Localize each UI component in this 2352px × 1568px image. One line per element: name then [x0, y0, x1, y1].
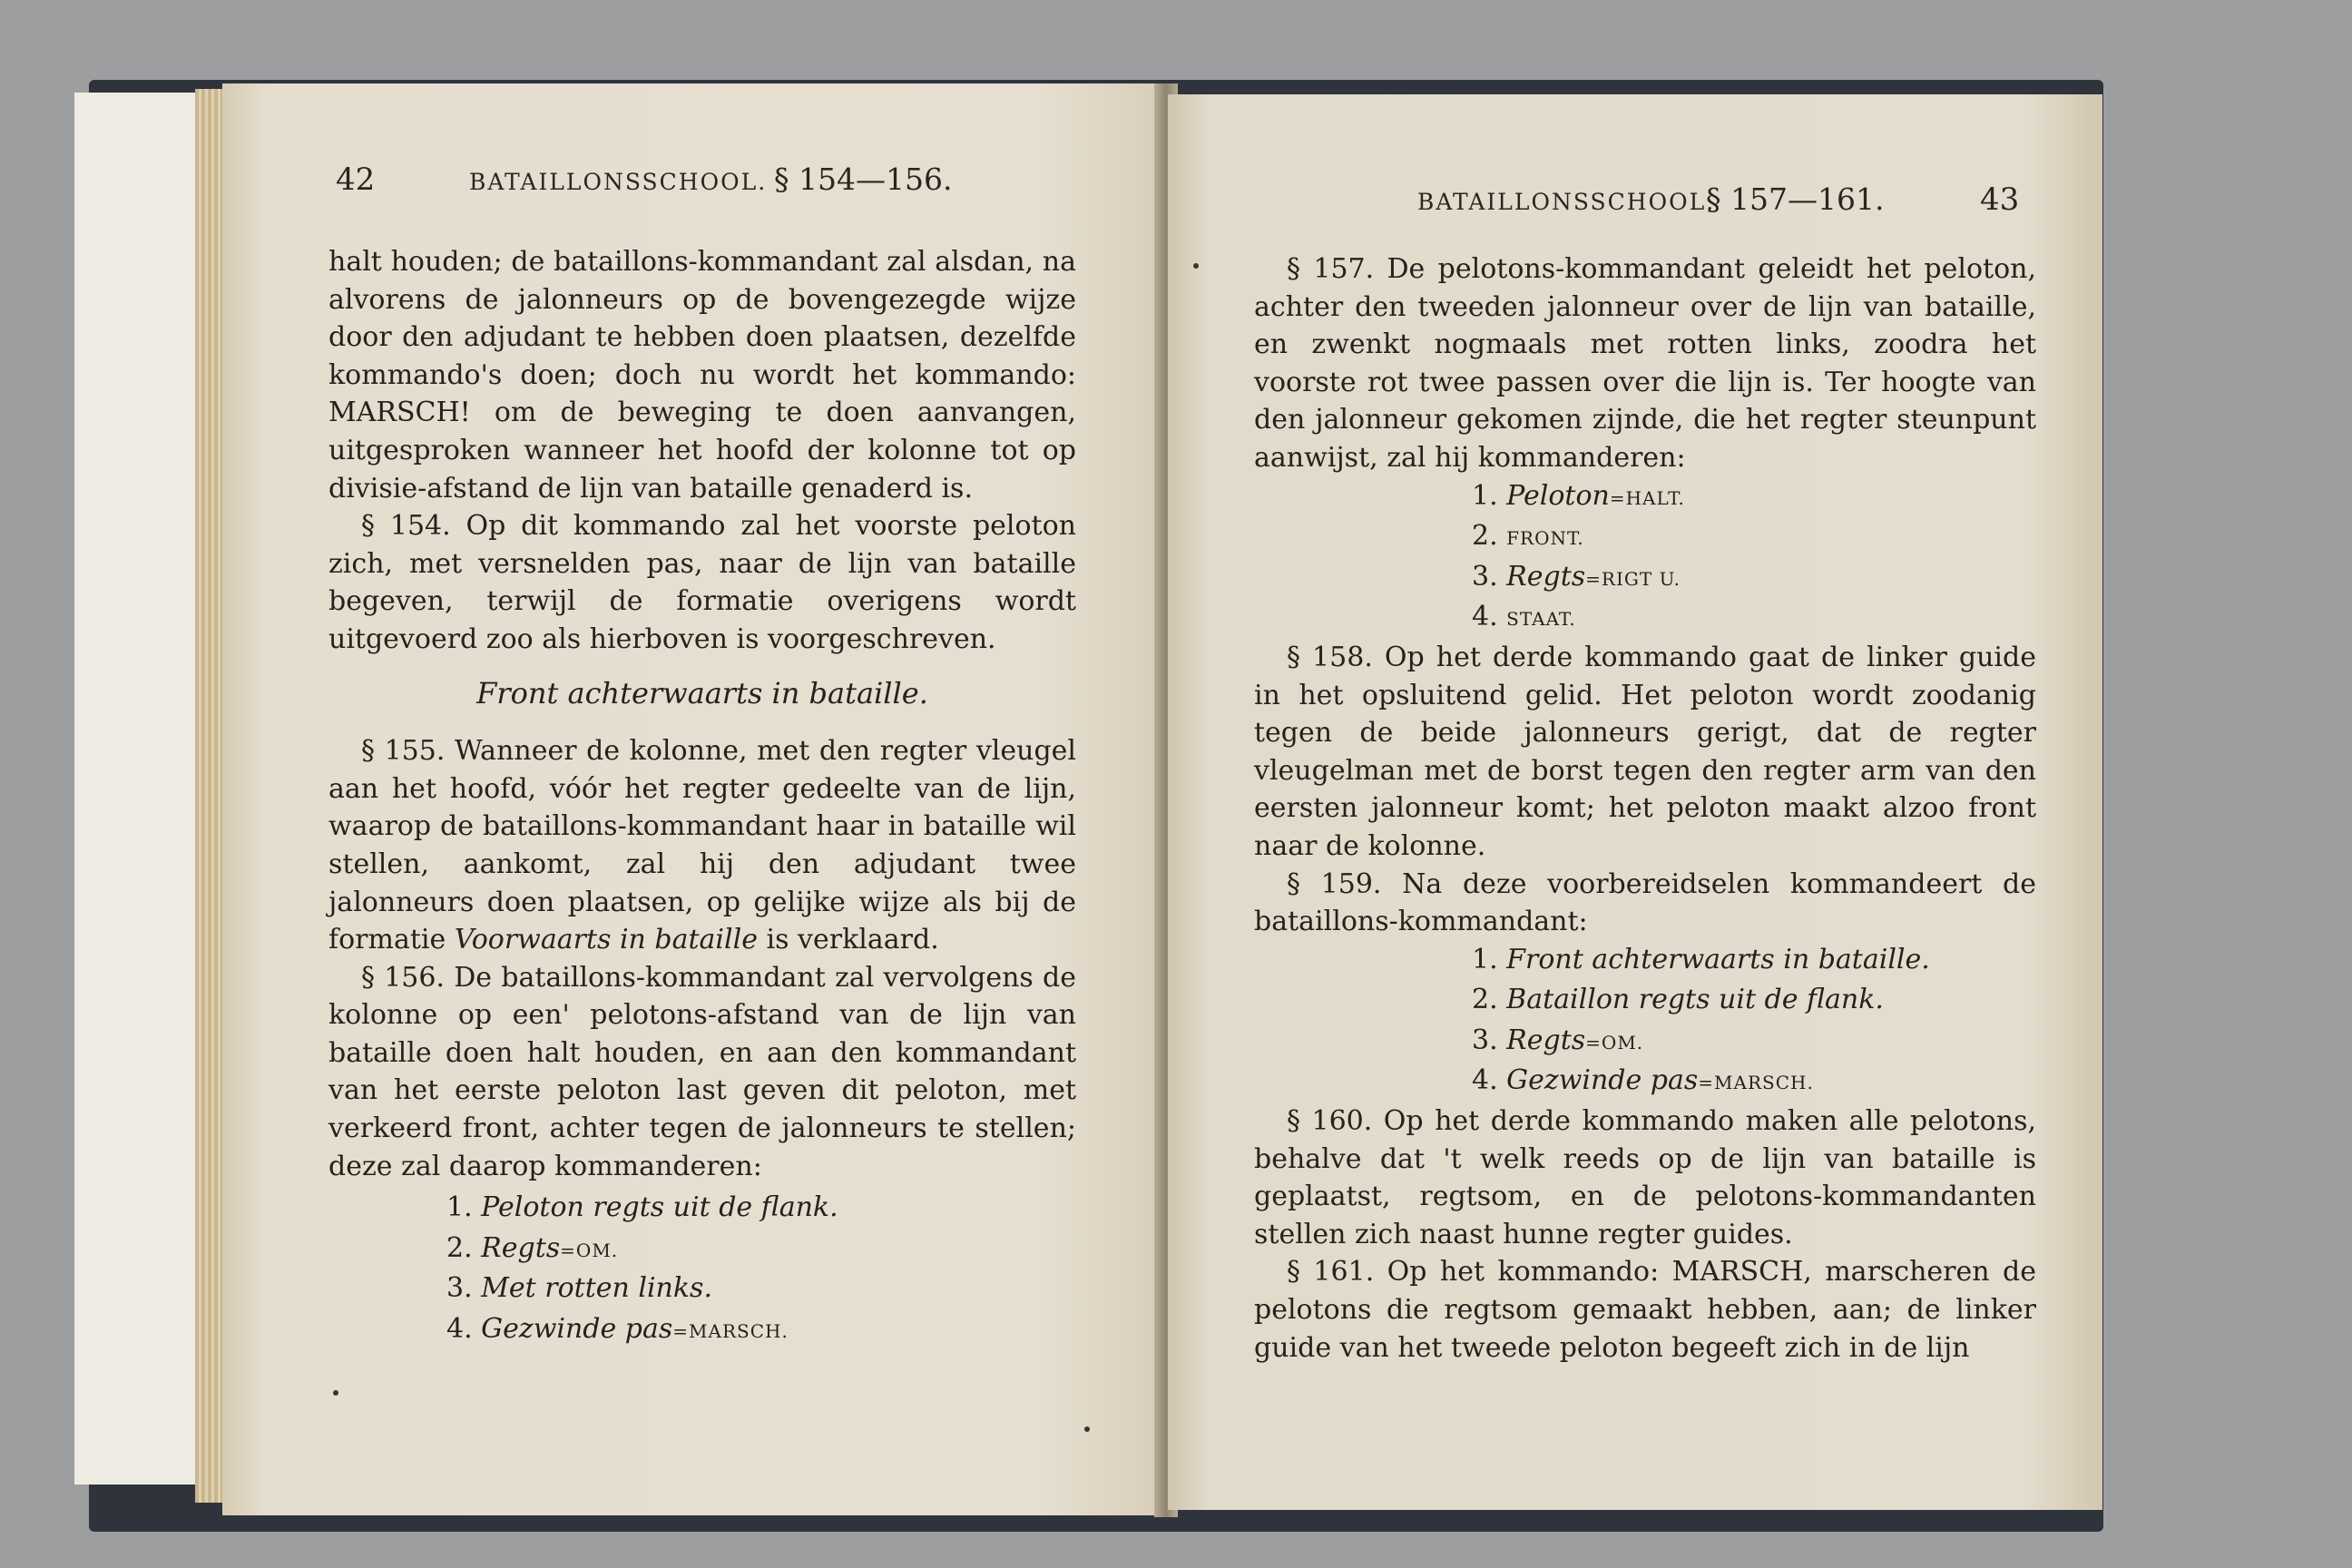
paragraph-154: § 154. Op dit kommando zal het voorste peloton zich, met versnelden pas, naar de lijn van bataille begeven, terwijl de formatie overigens wordt uitgevoerd zoo als hierboven is voorgeschreven. — [328, 510, 1076, 655]
paragraph-157: § 157. De pelotons-kommandant geleidt het peloton, achter den tweeden jalonneur over de lijn van bataille, en zwenkt nogmaals met rotten links, zoodra het voorste rot twee passen over die lijn is. Ter hoogte van den jalonneur gekomen zijnde, die het regter steunpunt aanwijst, zal hij kommanderen: — [1254, 253, 2036, 474]
paragraph-158: § 158. Op het derde kommando gaat de linker guide in het opsluitend gelid. Het peloton wordt zoodanig tegen de beide jalonneurs gerigt, dat de regter vleugelman met de borst tegen den regter arm van den eersten jalonneur komt; het peloton maakt alzoo front naar de kolonne. — [1254, 641, 2036, 862]
paragraph-159: § 159. Na deze voorbereidselen kommandeert de bataillons-kommandant: — [1254, 867, 2036, 938]
command-item: 4. Gezwinde pas=MARSCH. — [1472, 1064, 1814, 1097]
paragraph-155: § 155. Wanneer de kolonne, met den regter vleugel aan het hoofd, vóór het regter gedeelte van de lijn, waarop de bataillons-kommandant haar in bataille wil stellen, aankomt, zal hij den adjudant twee jalonneurs doen plaatsen, op gelijke wijze als bij de formatie Voorwaarts in bataille is verklaard. — [328, 735, 1076, 956]
right-page-header — [1168, 178, 2102, 223]
command-list — [328, 1189, 1076, 1350]
command-item: 3. Met rotten links. — [446, 1272, 712, 1305]
command-item: 1. Peloton regts uit de flank. — [446, 1191, 838, 1224]
command-list-159 — [1254, 941, 2036, 1102]
command-item: 2. Bataillon regts uit de flank. — [1472, 984, 1884, 1016]
right-page — [1168, 94, 2102, 1510]
running-head: BATAILLONSSCHOOL. — [469, 169, 768, 195]
command-item: 4. Gezwinde pas=MARSCH. — [446, 1313, 789, 1346]
paragraph-intro: halt houden; de bataillons-kommandant zal alsdan, na alvorens de jalonneurs op de bovengezegde wijze door den adjudant te hebben doen plaatsen, dezelfde kommando's doen; doch nu wordt het kommando: MARSCH! om de beweging te doen aanvangen, uitgesproken wanneer het hoofd der kolonne tot op divisie-afstand de lijn van bataille genaderd is. — [328, 246, 1076, 505]
paragraph-160: § 160. Op het derde kommando maken alle pelotons, behalve dat 't welk reeds op de lijn van bataille is geplaatst, regtsom, en de pelotons-kommandanten stellen zich naast hunne regter guides. — [1254, 1105, 2036, 1250]
left-page — [222, 83, 1168, 1515]
ink-speck — [333, 1390, 338, 1396]
subheading: Front achterwaarts in bataille. — [476, 675, 928, 710]
page-number: 43 — [1980, 181, 2020, 218]
command-item: 1. Front achterwaarts in bataille. — [1472, 943, 1930, 975]
left-page-header — [222, 158, 1168, 203]
command-item: 1. Peloton=HALT. — [1472, 479, 1685, 512]
command-item: 2. FRONT. — [1472, 520, 1584, 553]
command-list-157 — [1254, 477, 2036, 639]
command-item: 3. Regts=OM. — [1472, 1024, 1644, 1056]
page-number: 42 — [336, 162, 376, 198]
command-item: 2. Regts=OM. — [446, 1231, 619, 1264]
paragraph-156: § 156. De bataillons-kommandant zal vervolgens de kolonne op een' pelotons-afstand van de lijn van bataille doen halt houden, en aan den kommandant van het eerste peloton last geven dit peloton, met verkeerd front, achter tegen de jalonneurs te stellen; deze zal daarop kommanderen: — [328, 961, 1076, 1182]
right-page-body — [1254, 250, 2036, 1367]
command-item: 3. Regts=RIGT U. — [1472, 560, 1681, 593]
running-head: BATAILLONSSCHOOL. — [1417, 189, 1716, 215]
section-range: § 154—156. — [774, 162, 953, 197]
left-page-body — [328, 243, 1076, 1351]
paragraph-161: § 161. Op het kommando: MARSCH, marscheren de pelotons die regtsom gemaakt hebben, aan; de linker guide van het tweede peloton begeeft zich in de lijn — [1254, 1256, 2036, 1364]
command-item: 4. STAAT. — [1472, 601, 1576, 633]
ink-speck — [1193, 263, 1199, 269]
section-range: § 157—161. — [1706, 181, 1885, 217]
ink-speck — [1084, 1426, 1090, 1432]
endpaper — [74, 93, 211, 1485]
